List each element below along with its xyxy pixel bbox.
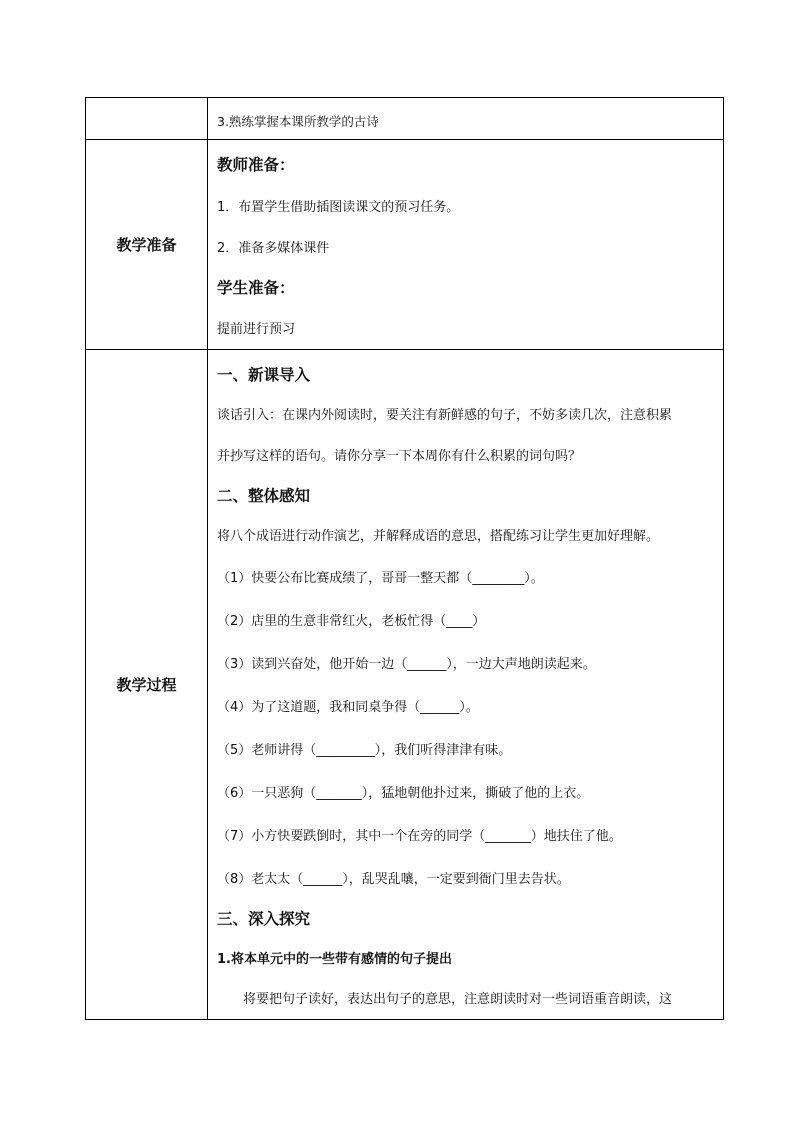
process-label: 教学过程: [86, 350, 208, 1020]
exercise-item: （5）老师讲得（_________），我们听得津津有味。: [217, 743, 512, 758]
teacher-prep-item: 1．布置学生借助插图读课文的预习任务。: [217, 200, 460, 215]
section-heading-intro: 一、新课导入: [217, 366, 311, 384]
explore-subheading: 1.将本单元中的一些带有感情的句子提出: [217, 952, 452, 967]
intro-text-line: 并抄写这样的语句。请你分享一下本周你有什么积累的词句吗？: [217, 449, 582, 464]
intro-text-line: 谈话引入：在课内外阅读时，要关注有新鲜感的句子，不妨多读几次，注意积累: [217, 408, 673, 423]
objective-item-3: 3.熟练掌握本课所教学的古诗: [217, 114, 379, 129]
student-prep-item: 提前进行预习: [217, 322, 296, 337]
overview-intro-text: 将八个成语进行动作演艺，并解释成语的意思，搭配练习让学生更加好理解。: [217, 529, 660, 544]
exercise-item: （4）为了这道题，我和同桌争得（______）。: [217, 700, 479, 715]
student-prep-heading: 学生准备：: [217, 279, 295, 297]
section-heading-explore: 三、深入探究: [217, 910, 311, 928]
exercise-item: （8）老太太（______），乱哭乱嚷，一定要到衙门里去告状。: [217, 872, 570, 887]
exercise-item: （3）读到兴奋处，他开始一边（______），一边大声地朗读起来。: [217, 657, 596, 672]
teacher-prep-heading: 教师准备：: [217, 156, 295, 174]
objectives-content-cell: [208, 98, 724, 140]
preparation-content-cell: [208, 140, 724, 350]
preparation-label: 教学准备: [86, 140, 208, 350]
explore-text-line: 将要把句子读好，表达出句子的意思，注意朗读时对一些词语重音朗读，这: [243, 992, 673, 1007]
lesson-plan-table: [85, 97, 724, 1020]
exercise-item: （6）一只恶狗（_______），猛地朝他扑过来，撕破了他的上衣。: [217, 786, 590, 801]
section-heading-overview: 二、整体感知: [217, 487, 311, 505]
objectives-label-cell: [86, 98, 208, 140]
objectives-row: [86, 98, 724, 140]
teacher-prep-item: 2．准备多媒体课件: [217, 241, 330, 256]
exercise-item: （7）小方快要跌倒时，其中一个在旁的同学（_______）地扶住了他。: [217, 829, 622, 844]
process-content-cell: [208, 350, 724, 1020]
process-row: [86, 350, 724, 1020]
preparation-row: [86, 140, 724, 350]
exercise-item: （2）店里的生意非常红火，老板忙得（____）: [217, 614, 486, 629]
exercise-item: （1）快要公布比赛成绩了，哥哥一整天都（________）。: [217, 571, 544, 586]
